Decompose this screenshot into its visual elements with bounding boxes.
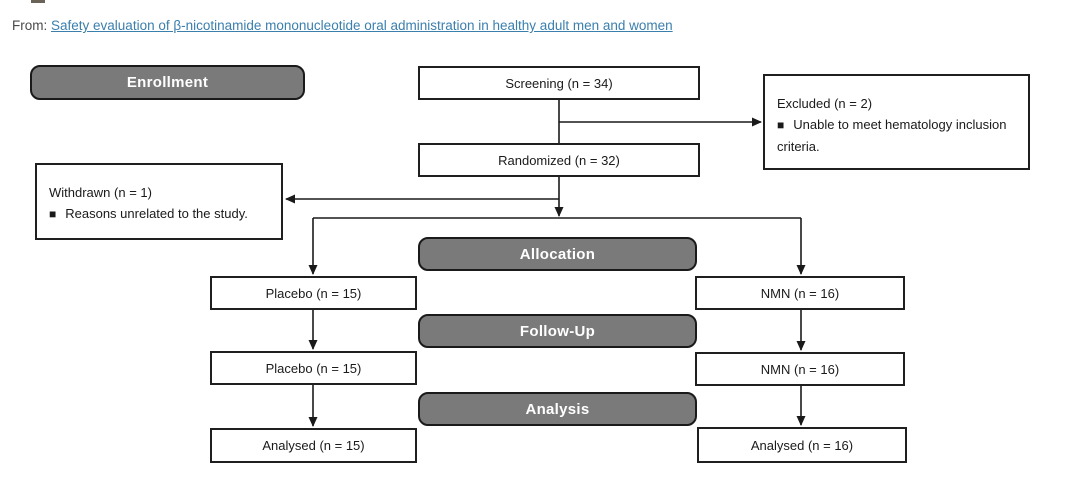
square-bullet-icon: ■	[777, 118, 785, 132]
node-randomized: Randomized (n = 32)	[418, 143, 700, 177]
node-nmn-analysed: Analysed (n = 16)	[697, 427, 907, 463]
banner-follow-up: Follow-Up	[418, 314, 697, 348]
article-title-link[interactable]: Safety evaluation of β-nicotinamide mononucleotide oral administration in healthy adult men and women	[51, 18, 673, 33]
banner-enrollment: Enrollment	[30, 65, 305, 100]
banner-allocation: Allocation	[418, 237, 697, 271]
cropped-heading-remnant	[31, 0, 45, 3]
node-placebo-followed: Placebo (n = 15)	[210, 351, 417, 385]
node-screening: Screening (n = 34)	[418, 66, 700, 100]
banner-analysis: Analysis	[418, 392, 697, 426]
node-placebo-allocated: Placebo (n = 15)	[210, 276, 417, 310]
excluded-reason-line	[777, 114, 1016, 157]
figure-source-line	[12, 18, 673, 33]
square-bullet-icon: ■	[49, 207, 57, 221]
source-prefix: From:	[12, 18, 48, 33]
node-nmn-followed: NMN (n = 16)	[695, 352, 905, 386]
node-placebo-analysed: Analysed (n = 15)	[210, 428, 417, 463]
excluded-reason: Unable to meet hematology inclusion criteria.	[777, 117, 1007, 154]
withdrawn-reason-line	[49, 203, 269, 225]
excluded-title: Excluded (n = 2)	[777, 96, 873, 111]
withdrawn-title: Withdrawn (n = 1)	[49, 185, 152, 200]
node-nmn-allocated: NMN (n = 16)	[695, 276, 905, 310]
withdrawn-reason: Reasons unrelated to the study.	[65, 206, 248, 221]
node-excluded	[763, 74, 1030, 170]
node-withdrawn	[35, 163, 283, 240]
